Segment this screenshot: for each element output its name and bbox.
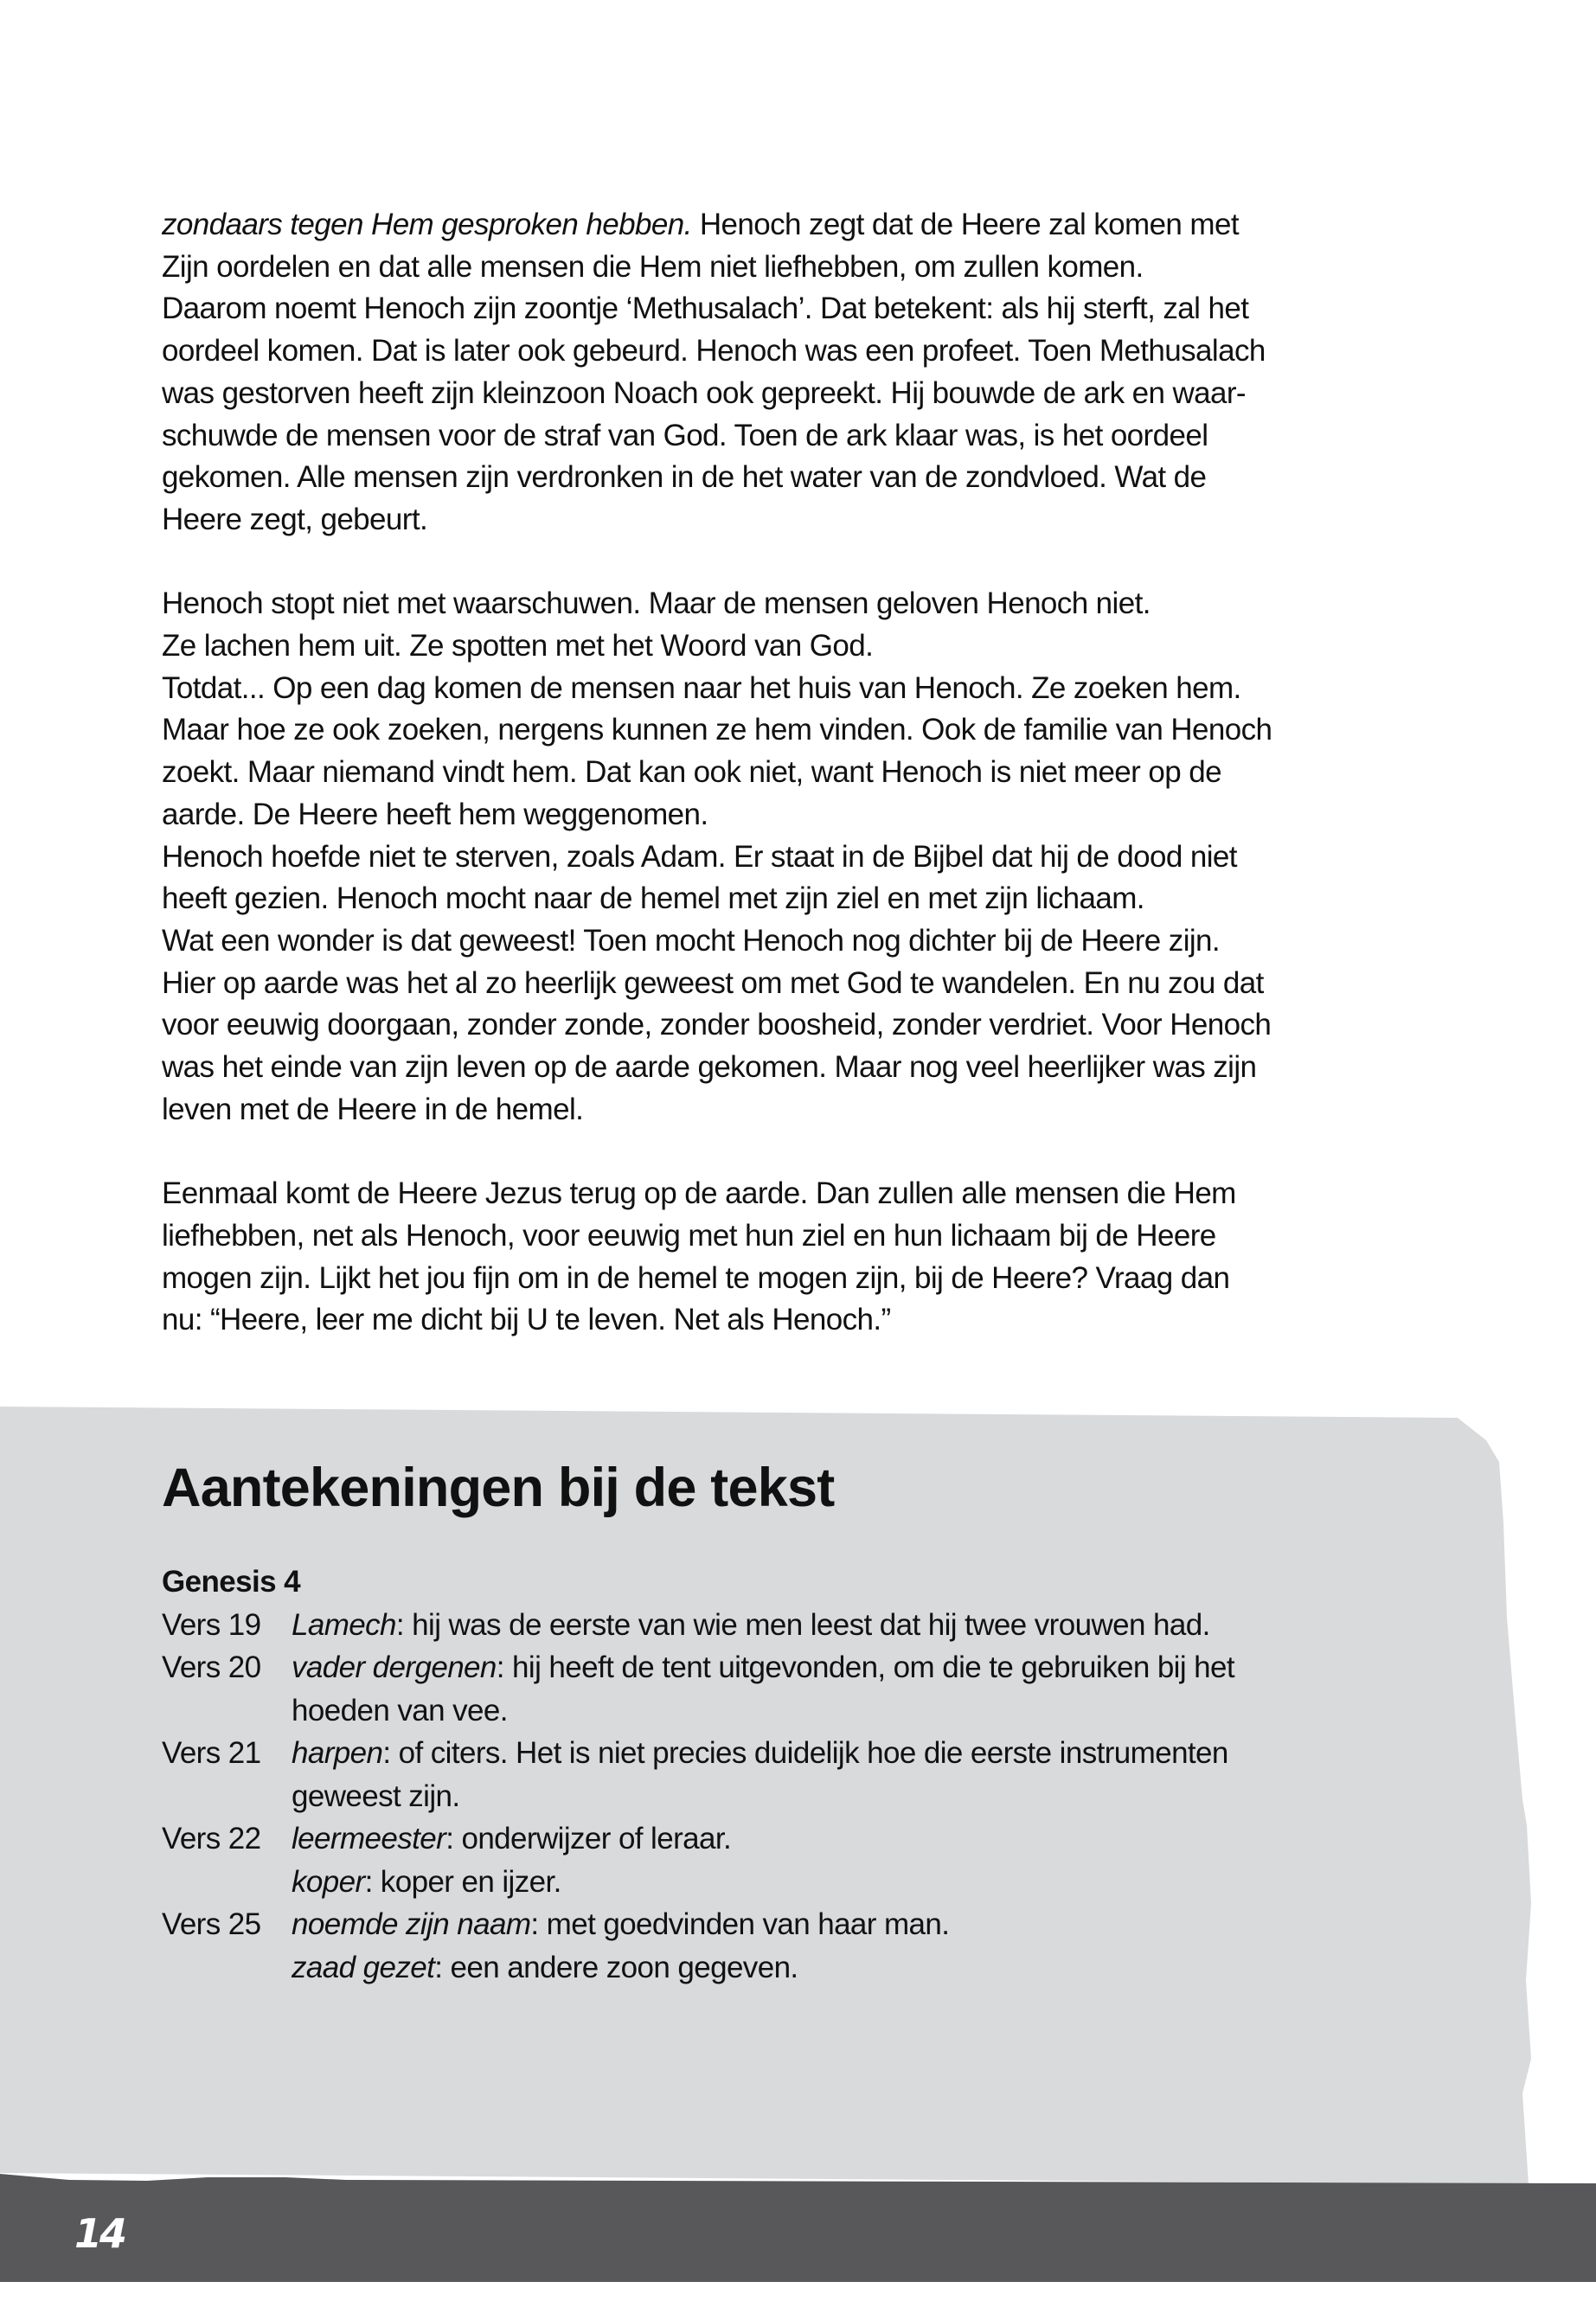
- book-chapter-title: Genesis 4: [162, 1565, 300, 1599]
- note-body: [292, 1604, 1459, 1647]
- text-line: schuwde de mensen voor de straf van God. Toen de ark klaar was, is het oordeel: [162, 418, 1208, 452]
- note-entry: [292, 1903, 1459, 1946]
- text-line: Eenmaal komt de Heere Jezus terug op de aarde. Dan zullen alle mensen die Hem: [162, 1176, 1236, 1211]
- note-definition: : koper en ijzer.: [364, 1864, 561, 1899]
- verse-label: Vers 22: [162, 1822, 261, 1856]
- text-line: Zijn oordelen en dat alle mensen die Hem niet liefhebben, om zullen komen.: [162, 249, 1144, 284]
- text-line: zoekt. Maar niemand vindt hem. Dat kan ook niet, want Henoch is niet meer op de: [162, 755, 1221, 790]
- verse-label: Vers 19: [162, 1607, 261, 1642]
- note-entry: [292, 1946, 1459, 1990]
- note-definition: : of citers. Het is niet precies duidelijk hoe die eerste instrumenten: [382, 1736, 1228, 1770]
- note-body: [292, 1732, 1459, 1817]
- note-term: harpen: [292, 1736, 383, 1770]
- verse-label: Vers 21: [162, 1736, 261, 1770]
- note-verse-25: [162, 1903, 1459, 1989]
- note-body: [292, 1817, 1459, 1903]
- note-definition: : met goedvinden van haar man.: [530, 1907, 950, 1941]
- text-line: nu: “Heere, leer me dicht bij U te leven. Net als Henoch.”: [162, 1303, 891, 1337]
- note-term: zaad gezet: [292, 1950, 435, 1984]
- text-line: Totdat... Op een dag komen de mensen naar het huis van Henoch. Ze zoeken hem.: [162, 670, 1241, 705]
- note-verse-22: [162, 1817, 1459, 1903]
- text-line: gekomen. Alle mensen zijn verdronken in de het water van de zondvloed. Wat de: [162, 460, 1207, 495]
- note-entry: [292, 1646, 1459, 1732]
- note-definition: : hij heeft de tent uitgevonden, om die te gebruiken bij het: [496, 1650, 1235, 1684]
- text-line: Henoch stopt niet met waarschuwen. Maar de mensen geloven Henoch niet.: [162, 586, 1151, 621]
- note-term: leermeester: [292, 1822, 446, 1856]
- text-span: Henoch zegt dat de Heere zal komen met: [691, 208, 1239, 241]
- note-definition: : een andere zoon gegeven.: [434, 1950, 798, 1984]
- text-line: aarde. De Heere heeft hem weggenomen.: [162, 797, 708, 831]
- note-term: koper: [292, 1864, 365, 1899]
- text-line: Henoch hoefde niet te sterven, zoals Adam. Er staat in de Bijbel dat hij de dood niet: [162, 839, 1237, 874]
- note-body: [292, 1646, 1459, 1732]
- text-line: voor eeuwig doorgaan, zonder zonde, zonder boosheid, zonder verdriet. Voor Henoch: [162, 1008, 1272, 1042]
- text-line: Hier op aarde was het al zo heerlijk geweest om met God te wandelen. En nu zou dat: [162, 965, 1264, 1000]
- quoted-text: zondaars tegen Hem gesproken hebben.: [162, 208, 692, 241]
- note-term: noemde zijn naam: [292, 1907, 531, 1941]
- note-definition: : onderwijzer of leraar.: [445, 1822, 732, 1856]
- note-term: vader dergenen: [292, 1650, 497, 1684]
- note-entry: [292, 1604, 1459, 1647]
- text-line: oordeel komen. Dat is later ook gebeurd. Henoch was een profeet. Toen Methusalach: [162, 334, 1266, 369]
- note-verse-21: [162, 1732, 1459, 1817]
- note-body: [292, 1903, 1459, 1989]
- text-line: was gestorven heeft zijn kleinzoon Noach ook gepreekt. Hij bouwde de ark en waar-: [162, 375, 1246, 410]
- note-term: Lamech: [292, 1607, 396, 1642]
- text-line: was het einde van zijn leven op de aarde gekomen. Maar nog veel heerlijker was zijn: [162, 1050, 1257, 1085]
- text-line: Wat een wonder is dat geweest! Toen mocht Henoch nog dichter bij de Heere zijn.: [162, 923, 1221, 958]
- note-verse-19: [162, 1604, 1459, 1647]
- page-number: 14: [74, 2210, 125, 2257]
- text-line: liefhebben, net als Henoch, voor eeuwig met hun ziel en hun lichaam bij de Heere: [162, 1218, 1216, 1253]
- text-line: mogen zijn. Lijkt het jou fijn om in de hemel te mogen zijn, bij de Heere? Vraag dan: [162, 1260, 1230, 1295]
- text-line: leven met de Heere in de hemel.: [162, 1092, 584, 1126]
- text-line: Heere zegt, gebeurt.: [162, 502, 428, 536]
- note-entry: [292, 1817, 1459, 1861]
- verse-label: Vers 20: [162, 1650, 261, 1684]
- text-line: [162, 204, 1442, 247]
- story-text: [162, 204, 1442, 1342]
- note-entry: [292, 1861, 1459, 1904]
- note-verse-20: [162, 1646, 1459, 1732]
- note-definition: : hij was de eerste van wie men leest dat hij twee vrouwen had.: [395, 1607, 1210, 1642]
- notes-section: [162, 1453, 1459, 1989]
- notes-heading: Aantekeningen bij de tekst: [162, 1458, 835, 1518]
- text-line: Daarom noemt Henoch zijn zoontje ‘Methusalach’. Dat betekent: als hij sterft, zal het: [162, 292, 1249, 326]
- footer-band: [0, 2174, 1596, 2282]
- verse-label: Vers 25: [162, 1907, 261, 1941]
- story-paragraph-3: [162, 1173, 1442, 1342]
- story-paragraph-2: [162, 583, 1442, 1131]
- text-line: Ze lachen hem uit. Ze spotten met het Woord van God.: [162, 629, 874, 663]
- note-definition-continued: geweest zijn.: [292, 1779, 460, 1813]
- note-definition-continued: hoeden van vee.: [292, 1693, 508, 1727]
- story-paragraph-1: [162, 204, 1442, 542]
- text-line: heeft gezien. Henoch mocht naar de hemel met zijn ziel en met zijn lichaam.: [162, 881, 1144, 916]
- note-entry: [292, 1732, 1459, 1817]
- text-line: Maar hoe ze ook zoeken, nergens kunnen ze hem vinden. Ook de familie van Henoch: [162, 713, 1272, 747]
